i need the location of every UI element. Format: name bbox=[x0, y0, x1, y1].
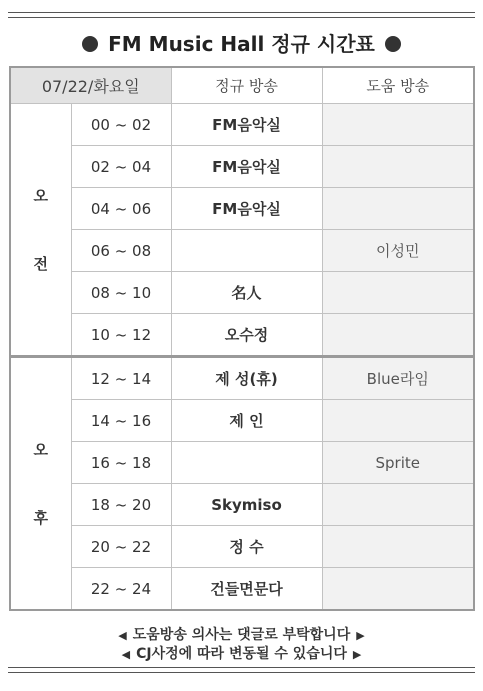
time-cell: 06 ~ 08 bbox=[71, 230, 171, 272]
help-cell bbox=[322, 188, 474, 230]
time-cell: 00 ~ 02 bbox=[71, 104, 171, 146]
regular-cell: FM음악실 bbox=[171, 188, 322, 230]
triangle-right-icon: ▶ bbox=[352, 648, 362, 661]
footer-line-2: CJ사정에 따라 변동될 수 있습니다 bbox=[136, 646, 347, 662]
help-cell bbox=[322, 526, 474, 568]
table-row bbox=[10, 568, 474, 611]
regular-cell: 건들면문다 bbox=[171, 568, 322, 611]
regular-cell: Skymiso bbox=[171, 484, 322, 526]
triangle-left-icon: ◀ bbox=[121, 648, 131, 661]
footer-line-1: 도움방송 의사는 댓글로 부탁합니다 bbox=[132, 627, 351, 643]
regular-cell: 제 인 bbox=[171, 400, 322, 442]
regular-cell: FM음악실 bbox=[171, 104, 322, 146]
table-row bbox=[10, 400, 474, 442]
table-row bbox=[10, 442, 474, 484]
help-cell bbox=[322, 568, 474, 611]
time-cell: 04 ~ 06 bbox=[71, 188, 171, 230]
triangle-left-icon: ◀ bbox=[118, 629, 127, 642]
time-cell: 10 ~ 12 bbox=[71, 314, 171, 357]
bullet-dot-left-icon bbox=[82, 36, 98, 52]
page-title bbox=[0, 28, 483, 57]
time-cell: 02 ~ 04 bbox=[71, 146, 171, 188]
table-row bbox=[10, 230, 474, 272]
table-row bbox=[10, 146, 474, 188]
triangle-right-icon: ▶ bbox=[356, 629, 365, 642]
help-cell bbox=[322, 484, 474, 526]
footer-note-2 bbox=[0, 643, 483, 663]
bottom-divider bbox=[8, 667, 475, 673]
time-cell: 16 ~ 18 bbox=[71, 442, 171, 484]
bullet-dot-right-icon bbox=[385, 36, 401, 52]
pm-label-2: 후 bbox=[33, 508, 48, 527]
regular-cell bbox=[171, 442, 322, 484]
regular-cell: 오수정 bbox=[171, 314, 322, 357]
help-cell: 이성민 bbox=[322, 230, 474, 272]
time-cell: 08 ~ 10 bbox=[71, 272, 171, 314]
regular-cell bbox=[171, 230, 322, 272]
table-row bbox=[10, 104, 474, 146]
time-cell: 18 ~ 20 bbox=[71, 484, 171, 526]
table-row bbox=[10, 188, 474, 230]
help-header: 도움 방송 bbox=[322, 67, 474, 104]
help-cell bbox=[322, 272, 474, 314]
date-header: 07/22/화요일 bbox=[10, 67, 171, 104]
pm-label bbox=[10, 357, 71, 611]
help-cell: Blue라임 bbox=[322, 357, 474, 400]
time-cell: 14 ~ 16 bbox=[71, 400, 171, 442]
help-cell bbox=[322, 146, 474, 188]
table-row bbox=[10, 314, 474, 357]
table-row bbox=[10, 484, 474, 526]
top-divider bbox=[8, 12, 475, 18]
am-label bbox=[10, 104, 71, 357]
table-row bbox=[10, 272, 474, 314]
help-cell bbox=[322, 104, 474, 146]
regular-cell: FM음악실 bbox=[171, 146, 322, 188]
time-cell: 22 ~ 24 bbox=[71, 568, 171, 611]
table-row bbox=[10, 526, 474, 568]
help-cell bbox=[322, 314, 474, 357]
title-text: FM Music Hall 정규 시간표 bbox=[108, 32, 375, 56]
pm-label-1: 오 bbox=[33, 440, 48, 459]
help-cell: Sprite bbox=[322, 442, 474, 484]
table-header-row bbox=[10, 67, 474, 104]
help-cell bbox=[322, 400, 474, 442]
time-cell: 12 ~ 14 bbox=[71, 357, 171, 400]
footer-note-1 bbox=[0, 624, 483, 644]
time-cell: 20 ~ 22 bbox=[71, 526, 171, 568]
schedule-table bbox=[9, 66, 475, 611]
am-label-1: 오 bbox=[33, 186, 48, 205]
regular-cell: 제 성(휴) bbox=[171, 357, 322, 400]
am-label-2: 전 bbox=[33, 254, 48, 273]
regular-header: 정규 방송 bbox=[171, 67, 322, 104]
regular-cell: 정 수 bbox=[171, 526, 322, 568]
table-row bbox=[10, 357, 474, 400]
regular-cell: 名人 bbox=[171, 272, 322, 314]
